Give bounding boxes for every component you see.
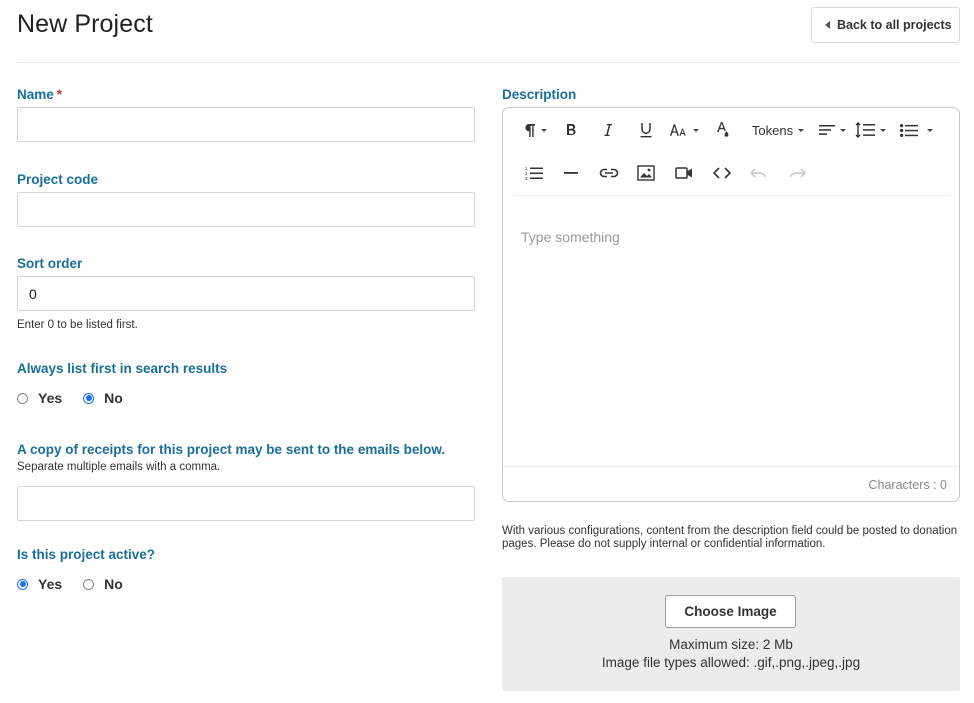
always-first-yes-label[interactable]: Yes: [38, 390, 63, 406]
chevron-down-icon: [880, 129, 886, 132]
text-color-icon: [716, 121, 730, 139]
always-first-yes-radio[interactable]: [17, 393, 28, 404]
link-button[interactable]: [598, 161, 620, 185]
chevron-down-icon: [798, 129, 804, 132]
editor-footer-divider: [503, 466, 960, 467]
description-note: With various configurations, content from the description field could be posted to donation pages. Please do not supply internal or confidential information.: [502, 525, 958, 550]
italic-icon: [603, 123, 613, 137]
sort-order-input[interactable]: [17, 276, 475, 311]
tokens-dropdown[interactable]: [747, 118, 809, 142]
horizontal-rule-icon: [563, 171, 579, 175]
page-title: New Project: [17, 10, 153, 38]
chevron-down-icon: [927, 129, 933, 132]
always-first-no-label[interactable]: No: [104, 390, 123, 406]
paragraph-icon: [524, 123, 536, 138]
name-label: [17, 87, 62, 102]
redo-button[interactable]: [787, 161, 807, 185]
back-button-label: Back to all projects: [837, 18, 952, 32]
numbered-list-button[interactable]: [523, 161, 545, 185]
active-radio-group: [17, 576, 123, 592]
align-icon: [819, 124, 835, 136]
bulleted-list-button[interactable]: [897, 118, 935, 142]
upload-file-types: Image file types allowed: .gif,.png,.jpeg,.jpg: [601, 655, 861, 670]
bold-button[interactable]: [560, 118, 582, 142]
description-editor-placeholder[interactable]: Type something: [521, 229, 620, 245]
font-size-icon: [669, 123, 688, 137]
character-count: Characters : 0: [868, 478, 947, 492]
horizontal-rule-button[interactable]: [561, 161, 581, 185]
font-size-button[interactable]: [669, 118, 699, 142]
active-label: Is this project active?: [17, 547, 156, 562]
insert-image-button[interactable]: [636, 161, 656, 185]
undo-icon: [750, 168, 768, 178]
required-marker: *: [56, 87, 63, 102]
svg-text:3: 3: [525, 175, 528, 181]
project-code-label: Project code: [17, 172, 99, 187]
chevron-down-icon: [840, 129, 846, 132]
upload-max-size: Maximum size: 2 Mb: [669, 637, 793, 652]
active-no-radio[interactable]: [83, 579, 94, 590]
text-color-button[interactable]: [713, 118, 733, 142]
image-icon: [637, 165, 655, 181]
undo-button[interactable]: [749, 161, 769, 185]
toolbar-divider: [513, 195, 951, 196]
back-to-projects-button[interactable]: [811, 7, 960, 43]
description-editor: [502, 107, 960, 502]
svg-text:1: 1: [525, 165, 528, 171]
bold-icon: [565, 123, 577, 137]
redo-icon: [788, 168, 806, 178]
video-icon: [675, 167, 693, 179]
underline-button[interactable]: [636, 118, 656, 142]
line-height-icon: [855, 122, 875, 138]
align-button[interactable]: [817, 118, 847, 142]
paragraph-format-button[interactable]: [521, 118, 549, 142]
active-yes-label[interactable]: Yes: [38, 576, 63, 592]
line-height-button[interactable]: [854, 118, 886, 142]
receipts-help: Separate multiple emails with a comma.: [17, 461, 221, 473]
chevron-down-icon: [541, 129, 547, 132]
sort-order-label: Sort order: [17, 256, 83, 271]
always-first-no-radio[interactable]: [83, 393, 94, 404]
chevron-down-icon: [693, 129, 699, 132]
svg-text:2: 2: [525, 170, 528, 176]
insert-video-button[interactable]: [674, 161, 694, 185]
code-view-icon: [713, 167, 731, 179]
bulleted-list-icon: [900, 124, 918, 137]
choose-image-button[interactable]: Choose Image: [665, 595, 796, 628]
tokens-label: Tokens: [751, 122, 794, 138]
sort-order-help: Enter 0 to be listed first.: [17, 319, 138, 331]
receipt-emails-input[interactable]: [17, 486, 475, 521]
name-label-text: Name: [17, 87, 54, 102]
active-no-label[interactable]: No: [104, 576, 123, 592]
code-view-button[interactable]: [711, 161, 733, 185]
always-first-label: Always list first in search results: [17, 361, 228, 376]
header-divider: [17, 62, 960, 63]
italic-button[interactable]: [598, 118, 618, 142]
caret-left-icon: [825, 21, 830, 29]
image-upload-area: [502, 577, 960, 691]
active-yes-radio[interactable]: [17, 579, 28, 590]
underline-icon: [639, 122, 653, 138]
numbered-list-icon: [525, 166, 543, 181]
link-icon: [599, 167, 619, 179]
always-first-radio-group: [17, 390, 123, 406]
receipts-label: A copy of receipts for this project may be sent to the emails below.: [17, 442, 446, 457]
description-label: Description: [502, 87, 577, 102]
name-input[interactable]: [17, 107, 475, 142]
project-code-input[interactable]: [17, 192, 475, 227]
